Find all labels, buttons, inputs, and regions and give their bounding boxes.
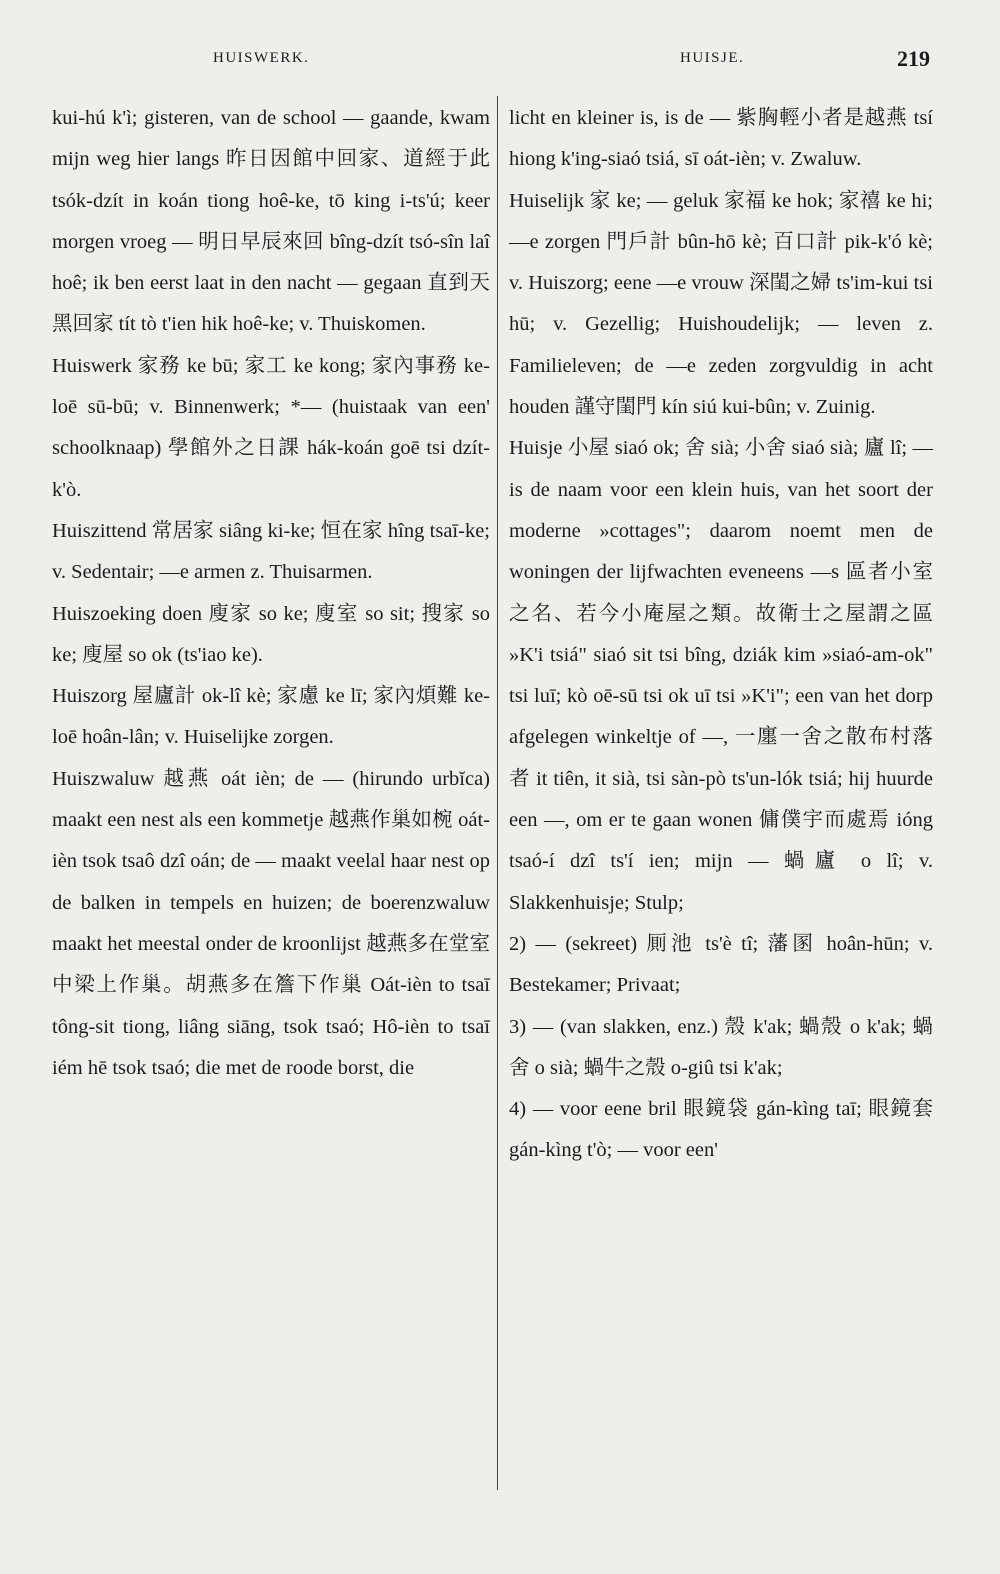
column-divider [497, 96, 498, 1490]
entry-paragraph: 3) — (van slakken, enz.) 殼 k'ak; 蝸殼 o k'ak; 蝸舍 o sià; 蝸牛之殼 o-giû tsi k'ak; [509, 1015, 933, 1079]
entry-paragraph: Huiszittend 常居家 siâng ki-ke; 恒在家 hîng tsaī-ke; v. Sedentair; —e armen z. Thuisarmen. [52, 519, 490, 584]
left-column [52, 98, 490, 1089]
entry-paragraph: Huiszorg 屋廬計 ok-lî kè; 家慮 ke lī; 家內煩難 ke-loē hoân-lân; v. Huiselijke zorgen. [52, 685, 490, 749]
entry-paragraph: kui-hú k'ì; gisteren, van de school — gaande, kwam mijn weg hier langs 昨日因館中回家、道經于此 tsók-dzít in koán tiong hoê-ke, tō king i-ts'ú; keer morgen vroeg — 明日早辰來回 bîng-dzít tsó-sîn laî hoê; ik ben eerst laat in den nacht — gegaan 直到天黑回家 tít tò t'ien hik hoê-ke; v. Thuiskomen. [52, 107, 490, 336]
entry-paragraph: Huisje 小屋 siaó ok; 舍 sià; 小舍 siaó sià; 廬 lî; — is de naam voor een klein huis, van het soort der moderne »cottages"; daarom noemt men de woningen der lijfwachten eveneens —s 區者小室之名、若今小庵屋之類。故衛士之屋謂之區 »K'i tsiá" siaó sit tsi bîng, dziák kim »siaó-am-ok" tsi luī; kò oē-sū tsi ok uī tsi »K'i"; een van het dorp afgelegen winkeltje of —, 一廛一舍之散布村落者 it tiên, it sià, tsi sàn-pò ts'un-lók tsiá; hij huurde een —, om er te gaan wonen 傭僕宇而處焉 ióng tsaó-í dzî ts'í ien; mijn — 蝸廬 o lî; v. Slakkenhuisje; Stulp; [509, 437, 933, 914]
entry-paragraph: Huiselijk 家 ke; — geluk 家福 ke hok; 家禧 ke hi; —e zorgen 門戶計 bûn-hō kè; 百口計 pik-k'ó kè; v. Huiszorg; eene —e vrouw 深閨之婦 ts'im-kui tsi hū; v. Gezellig; Huishoudelijk; — leven z. Familieleven; de —e zeden zorgvuldig in acht houden 謹守閨門 kín siú kui-bûn; v. Zuinig. [509, 189, 933, 419]
entry-paragraph: Huiswerk 家務 ke bū; 家工 ke kong; 家內事務 ke-loē sū-bū; v. Binnenwerk; *— (huistaak van een' schoolknaap) 學館外之日課 hák-koán goē tsi dzít-k'ò. [52, 354, 490, 501]
entry-paragraph: 4) — voor eene bril 眼鏡袋 gán-kìng taī; 眼鏡套 gán-kìng t'ò; — voor een' [509, 1098, 933, 1162]
right-column [509, 98, 933, 1172]
running-title-left: HUISWERK. [213, 50, 310, 66]
entry-paragraph: 2) — (sekreet) 厠池 ts'è tî; 藩圂 hoân-hūn; v. Bestekamer; Privaat; [509, 932, 933, 997]
page-number: 219 [897, 46, 930, 71]
running-title-right: HUISJE. [680, 50, 745, 66]
entry-paragraph: Huiszoeking doen 廋家 so ke; 廋室 so sit; 搜家 so ke; 廋屋 so ok (ts'iao ke). [52, 602, 490, 666]
entry-paragraph: licht en kleiner is, is de — 紫胸輕小者是越燕 tsí hiong k'ing-siaó tsiá, sī oát-ièn; v. Zwaluw. [509, 107, 933, 171]
entry-paragraph: Huiszwaluw 越燕 oát ièn; de — (hirundo urbĭca) maakt een nest als een kommetje 越燕作巢如椀 oát-ièn tsok tsaô dzî oán; de — maakt veelal haar nest op de balken in tempels en huizen; de boerenzwaluw maakt het meestal onder de kroonlijst 越燕多在堂室中梁上作巢。胡燕多在簷下作巢 Oát-ièn to tsaī tông-sit tiong, liâng siāng, tsok tsaó; Hô-ièn to tsaī iém hē tsok tsaó; die met de roode borst, die [52, 767, 490, 1079]
